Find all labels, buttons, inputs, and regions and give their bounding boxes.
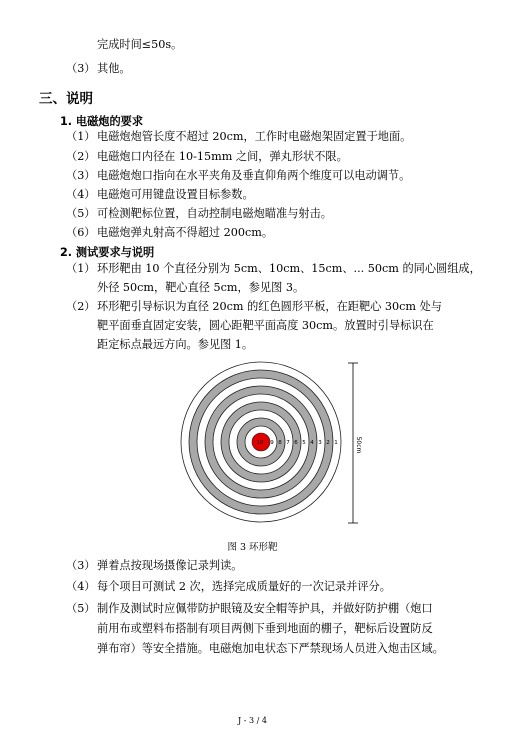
ring-number-label: 7 — [286, 440, 290, 447]
item-number: （4） — [66, 188, 96, 201]
text-line: 完成时间≤50s。 — [97, 38, 183, 51]
text-line: 靶平面垂直固定安装，圆心距靶平面高度 30cm。放置时引导标识在 — [97, 319, 434, 332]
item-number: （4） — [66, 580, 96, 593]
subsection-heading: 2. 测试要求与说明 — [60, 246, 155, 259]
item-number: （2） — [66, 150, 96, 163]
list-item: 电磁炮可用键盘设置目标参数。 — [97, 188, 254, 201]
text-line: 其他。 — [97, 62, 131, 75]
ring-number-label: 2 — [326, 440, 330, 447]
ring-number-label: 4 — [310, 440, 314, 447]
item-number: （5） — [66, 207, 96, 220]
item-number: （1） — [66, 262, 96, 275]
text-line: 环形靶引导标识为直径 20cm 的红色圆形平板，在距靶心 30cm 处与 — [97, 300, 442, 313]
list-item: 电磁炮弹丸射高不得超过 200cm。 — [97, 226, 274, 239]
item-number: （3） — [66, 62, 96, 75]
item-number: （3） — [66, 169, 96, 182]
list-item: 弹着点按现场摄像记录判读。 — [97, 559, 243, 572]
ring-number-label: 10 — [256, 440, 264, 447]
item-number: （6） — [66, 226, 96, 239]
subsection-heading: 1. 电磁炮的要求 — [60, 115, 144, 128]
section-heading: 三、说明 — [39, 91, 93, 107]
text-line: 环形靶由 10 个直径分别为 5cm、10cm、15cm、... 50cm 的同心圆组成， — [97, 262, 481, 275]
list-item: 电磁炮口内径在 10-15mm 之间，弹丸形状不限。 — [97, 150, 348, 163]
text-line: 弹布帘）等安全措施。电磁炮加电状态下严禁现场人员进入炮击区域。 — [97, 642, 444, 655]
ring-target-figure — [170, 355, 370, 540]
dimension-label: 50cm — [355, 436, 362, 454]
page-footer: J - 3 / 4 — [238, 716, 267, 725]
ring-number-label: 3 — [318, 440, 322, 447]
item-number: （5） — [66, 602, 96, 615]
text-line: 外径 50cm，靶心直径 5cm，参见图 3。 — [97, 281, 305, 294]
item-number: （3） — [66, 559, 96, 572]
figure-caption: 图 3 环形靶 — [227, 542, 278, 553]
item-number: （1） — [66, 130, 96, 143]
list-item: 电磁炮炮管长度不超过 20cm，工作时电磁炮架固定置于地面。 — [97, 130, 412, 143]
list-item: 电磁炮炮口指向在水平夹角及垂直仰角两个维度可以电动调节。 — [97, 169, 411, 182]
text-line: 前用布或塑料布搭制有项目两侧下垂到地面的棚子，靶标后设置防反 — [97, 622, 433, 635]
ring-number-label: 1 — [334, 440, 338, 447]
ring-number-label: 9 — [270, 440, 274, 447]
ring-number-label: 5 — [302, 440, 306, 447]
item-number: （2） — [66, 300, 96, 313]
ring-number-label: 6 — [294, 440, 298, 447]
text-line: 距定标点最远方向。参见图 1。 — [97, 338, 254, 351]
ring-number-label: 8 — [278, 440, 282, 447]
text-line: 制作及测试时应佩带防护眼镜及安全帽等护具，并做好防护棚（炮口 — [97, 602, 433, 615]
list-item: 每个项目可测试 2 次，选择完成质量好的一次记录并评分。 — [97, 580, 391, 593]
list-item: 可检测靶标位置，自动控制电磁炮瞄准与射击。 — [97, 207, 332, 220]
